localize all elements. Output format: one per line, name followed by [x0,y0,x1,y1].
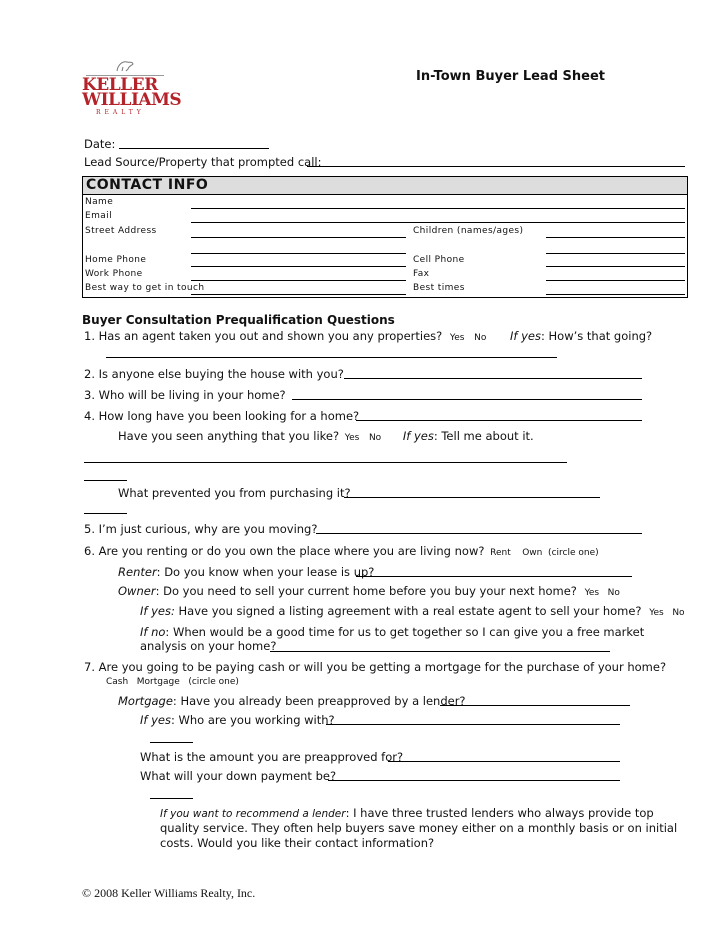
q4-about-line[interactable] [84,462,567,463]
children-field[interactable] [546,237,685,238]
email-label: Email [85,211,112,221]
q7-if-yes [140,715,335,727]
q2-answer-line[interactable] [344,378,642,379]
q7-amount-line[interactable] [388,761,620,762]
question-3: 3. Who will be living in your home? [84,388,286,402]
page-title: In-Town Buyer Lead Sheet [416,69,606,84]
q4-prevented-line[interactable] [344,497,600,498]
q7-lender-name-line-2[interactable] [150,742,193,743]
q6-if-no-label: If no [140,625,166,639]
q7-recommend-text-2: quality service. They often help buyers save money either on a monthly basis or on initial [160,821,678,835]
logo-emblem-icon [114,58,136,74]
q6-owner-text: : Do you need to sell your current home before you buy your next home? [155,584,577,598]
contact-info-heading: CONTACT INFO [86,177,209,193]
question-6 [84,546,599,558]
street-address-field[interactable] [191,237,406,238]
question-2: 2. Is anyone else buying the house with you? [84,367,344,381]
logo-realty: REALTY [96,109,145,116]
q4-answer-line[interactable] [356,420,642,421]
email-field[interactable] [191,222,685,223]
home-phone-label: Home Phone [85,255,147,265]
q7-down-payment: What will your down payment be? [140,769,337,783]
q6-if-no [140,627,644,639]
q4-sub-text: Have you seen anything that you like? [118,429,340,443]
best-way-field[interactable] [191,294,406,295]
q7-recommend-text-3: costs. Would you like their contact information? [160,836,435,850]
q7-mortgage [118,696,466,708]
lead-source-label: Lead Source/Property that prompted call: [84,155,322,169]
q6-owner-options[interactable]: Yes No [584,588,620,598]
questions-heading: Buyer Consultation Prequalification Questions [82,313,395,327]
q4-prevented: What prevented you from purchasing it? [118,486,351,500]
name-label: Name [85,197,114,207]
children-field-2[interactable] [546,253,685,254]
fax-label: Fax [413,269,430,279]
q5-answer-line[interactable] [316,533,642,534]
q6-owner-label: Owner [118,584,156,598]
q6-if-no-text: : When would be a good time for us to get together so I can give you a free market [165,625,645,639]
q4-no-option[interactable]: No [368,433,382,443]
contact-info-box [82,176,688,298]
q7-if-yes-label: If yes [140,713,171,727]
question-1 [84,331,652,343]
q7-recommend-lender [160,808,654,820]
q6-rent-own-options[interactable]: Rent Own (circle one) [490,548,599,558]
q1-yes-option[interactable]: Yes [449,333,465,343]
q7-mortgage-text: : Have you already been preapproved by a lender? [172,694,466,708]
q4-prevented-line-2[interactable] [84,513,127,514]
q7-mortgage-label: Mortgage [118,694,173,708]
question-7: 7. Are you going to be paying cash or will you be getting a mortgage for the purchase of your home? [84,660,667,674]
name-field[interactable] [191,208,685,209]
street-address-field-2[interactable] [191,253,406,254]
q6-renter-label: Renter [118,565,157,579]
question-5: 5. I’m just curious, why are you moving? [84,522,318,536]
best-times-label: Best times [413,283,465,293]
q6-renter-text: : Do you know when your lease is up? [156,565,375,579]
children-label: Children (names/ages) [413,226,524,236]
q3-answer-line[interactable] [292,399,642,400]
q6-analysis-line[interactable] [270,651,610,652]
logo-keller: KELLER [82,75,158,95]
q7-recommend-text-1: : I have three trusted lenders who always provide top [345,806,654,820]
q6-if-yes-label: If yes: [140,604,175,618]
q7-preapproved-line[interactable] [440,705,630,706]
lead-source-field[interactable] [307,166,685,167]
q4-yes-option[interactable]: Yes [344,433,360,443]
question-4: 4. How long have you been looking for a home? [84,409,360,423]
work-phone-field[interactable] [191,280,406,281]
question-1-text: 1. Has an agent taken you out and shown you any properties? [84,329,443,343]
copyright-footer: © 2008 Keller Williams Realty, Inc. [82,886,256,900]
keller-williams-logo [82,58,182,120]
q6-if-yes [140,606,685,618]
q7-amount: What is the amount you are preapproved for? [140,750,404,764]
question-6-text: 6. Are you renting or do you own the place where you are living now? [84,544,485,558]
q1-answer-line[interactable] [106,357,557,358]
fax-field[interactable] [546,280,685,281]
q7-recommend-label: If you want to recommend a lender [160,808,346,820]
contact-info-header [83,177,687,195]
q7-lender-name-line[interactable] [326,724,620,725]
q6-owner [118,586,620,598]
q6-if-yes-text: Have you signed a listing agreement with a real estate agent to sell your home? [174,604,642,618]
q1-no-option[interactable]: No [474,333,487,343]
q7-down-payment-line-2[interactable] [150,798,193,799]
best-way-label: Best way to get in touch [85,283,205,293]
date-label: Date: [84,137,116,151]
q6-renter [118,567,374,579]
work-phone-label: Work Phone [85,269,143,279]
q7-cash-mortgage-options[interactable]: Cash Mortgage (circle one) [106,677,239,687]
q6-renter-line[interactable] [356,576,632,577]
q4-if-yes-label: If yes [402,429,434,443]
logo-williams: WILLIAMS [82,90,182,110]
q1-follow-up: : How’s that going? [540,329,653,343]
q6-if-yes-options[interactable]: Yes No [649,608,685,618]
q7-down-payment-line[interactable] [328,780,620,781]
best-times-field[interactable] [546,294,685,295]
q7-if-yes-text: : Who are you working with? [170,713,335,727]
street-address-label: Street Address [85,226,157,236]
q4-about-line-2[interactable] [84,480,127,481]
q4-sub-question [118,431,534,443]
home-phone-field[interactable] [191,266,406,267]
date-field[interactable] [119,148,269,149]
q4-follow-up: : Tell me about it. [433,429,534,443]
cell-phone-label: Cell Phone [413,255,465,265]
cell-phone-field[interactable] [546,266,685,267]
q6-if-no-2: analysis on your home? [140,639,277,653]
q1-if-yes-label: If yes [510,329,541,343]
